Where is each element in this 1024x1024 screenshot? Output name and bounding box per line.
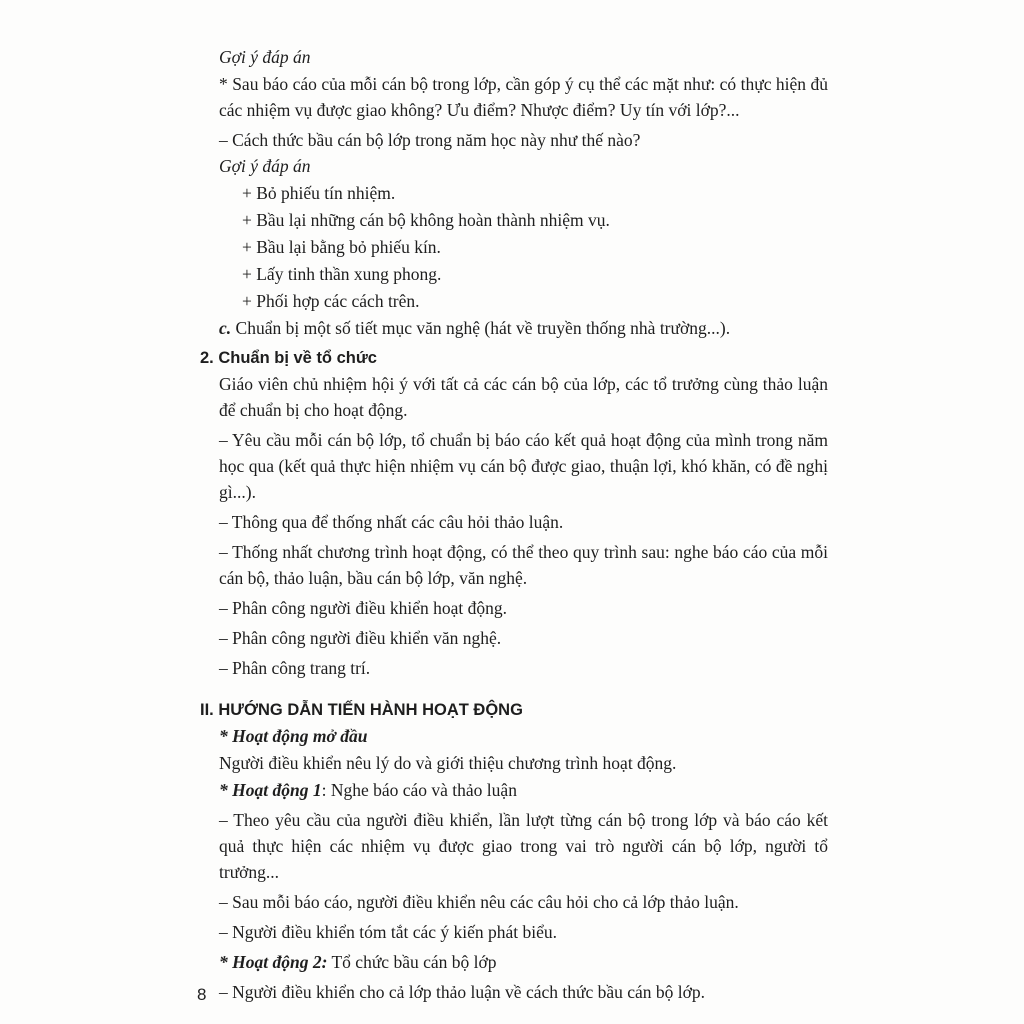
- activity-2-title: Tổ chức bầu cán bộ lớp: [327, 952, 497, 972]
- paragraph-summary: – Người điều khiển tóm tắt các ý kiến phát biểu.: [219, 922, 558, 942]
- paragraph-election-discussion: – Người điều khiển cho cả lớp thảo luận về cách thức bầu cán bộ lớp.: [219, 982, 706, 1002]
- section-heading-guide: II. HƯỚNG DẪN TIẾN HÀNH HOẠT ĐỘNG: [200, 701, 523, 719]
- page-number: 8: [197, 985, 207, 1004]
- paragraph-program-flow: – Thống nhất chương trình hoạt động, có thể theo quy trình sau: nghe báo cáo của mỗi cán bộ, thảo luận, bầu cán bộ lớp, văn nghệ.: [219, 542, 828, 588]
- list-item: + Bầu lại bằng bỏ phiếu kín.: [242, 237, 441, 257]
- paragraph-assign-host: – Phân công người điều khiển hoạt động.: [219, 598, 508, 618]
- paragraph-election-question: – Cách thức bầu cán bộ lớp trong năm học này như thế nào?: [219, 130, 641, 150]
- activity-opening-label: * Hoạt động mở đầu: [219, 726, 368, 746]
- page-content: [200, 44, 828, 1005]
- activity-2-line: [200, 949, 828, 975]
- paragraph-assign-art-host: – Phân công người điều khiển văn nghệ.: [219, 628, 502, 648]
- paragraph-reports: – Theo yêu cầu của người điều khiển, lần lượt từng cán bộ trong lớp và báo cáo kết quả thực hiện các nhiệm vụ được giao trong vai trò người cán bộ lớp, người tổ trưởng...: [219, 810, 828, 882]
- list-item: + Lấy tinh thần xung phong.: [242, 264, 442, 284]
- paragraph-report-request: – Yêu cầu mỗi cán bộ lớp, tổ chuẩn bị báo cáo kết quả hoạt động của mình trong năm học qua (kết quả thực hiện nhiệm vụ cán bộ được giao, thuận lợi, khó khăn, có đề nghị gì...).: [219, 430, 828, 502]
- paragraph-feedback-criteria: * Sau báo cáo của mỗi cán bộ trong lớp, cần góp ý cụ thể các mặt như: có thực hiện đủ các nhiệm vụ được giao không? Ưu điểm? Nhược điểm? Uy tín với lớp?...: [219, 74, 828, 120]
- paragraph-assign-decoration: – Phân công trang trí.: [219, 658, 371, 678]
- answer-hint-label: Gợi ý đáp án: [219, 47, 311, 67]
- paragraph-discussion-questions: – Sau mỗi báo cáo, người điều khiển nêu các câu hỏi cho cả lớp thảo luận.: [219, 892, 739, 912]
- activity-1-line: [200, 777, 828, 803]
- answer-hint-label: Gợi ý đáp án: [219, 156, 311, 176]
- activity-1-title: : Nghe báo cáo và thảo luận: [321, 780, 517, 800]
- list-item: + Phối hợp các cách trên.: [242, 291, 420, 311]
- paragraph-art-preparation: [200, 315, 828, 341]
- item-text: Chuẩn bị một số tiết mục văn nghệ (hát về truyền thống nhà trường...).: [231, 318, 731, 338]
- subheading-organization: 2. Chuẩn bị về tổ chức: [200, 349, 377, 367]
- list-item: + Bầu lại những cán bộ không hoàn thành nhiệm vụ.: [242, 210, 610, 230]
- list-item: + Bỏ phiếu tín nhiệm.: [242, 183, 396, 203]
- paragraph-teacher-meeting: Giáo viên chủ nhiệm hội ý với tất cả các cán bộ của lớp, các tổ trưởng cùng thảo luận để chuẩn bị cho hoạt động.: [219, 374, 828, 420]
- paragraph-opening: Người điều khiển nêu lý do và giới thiệu chương trình hoạt động.: [219, 753, 677, 773]
- item-letter: c.: [219, 318, 232, 338]
- activity-2-label: * Hoạt động 2:: [219, 952, 328, 972]
- paragraph-agree-questions: – Thông qua để thống nhất các câu hỏi thảo luận.: [219, 512, 564, 532]
- activity-1-label: * Hoạt động 1: [219, 780, 322, 800]
